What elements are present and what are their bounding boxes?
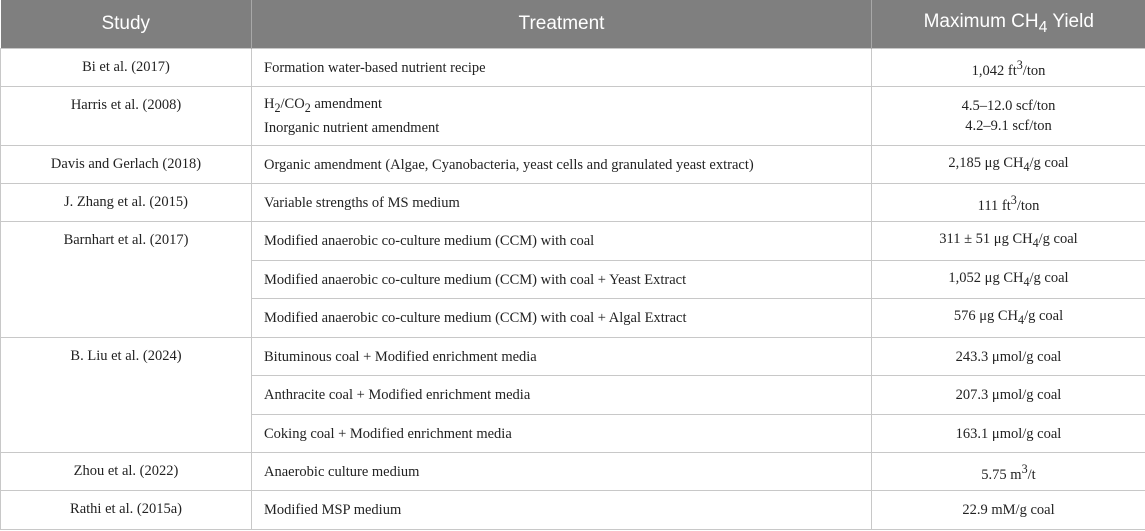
treatment-cell: Modified anaerobic co-culture medium (CCM) with coal + Yeast Extract — [252, 261, 872, 299]
yield-value: 311 ± 51 μg CH — [939, 231, 1033, 248]
header-yield-suffix: Yield — [1047, 11, 1094, 33]
yield-superscript: 3 — [1010, 192, 1017, 207]
yield-value: 1,052 μg CH — [948, 269, 1024, 286]
yield-superscript: 3 — [1021, 461, 1028, 476]
treatment-cell: Coking coal + Modified enrichment media — [252, 415, 872, 453]
yield-subscript: 4 — [1023, 274, 1030, 289]
yield-value: 5.75 m — [981, 466, 1022, 483]
table-row — [1, 491, 1145, 530]
yield-cell — [872, 299, 1145, 338]
treatment-cell: Modified MSP medium — [252, 491, 872, 530]
yield-cell — [872, 222, 1145, 261]
yield-unit: /g coal — [1029, 154, 1069, 171]
treatment-subscript: 2 — [274, 100, 281, 115]
yield-cell — [872, 87, 1145, 146]
study-cell: J. Zhang et al. (2015) — [1, 184, 252, 222]
yield-value: 1,042 ft — [971, 62, 1017, 79]
treatment-cell: Modified anaerobic co-culture medium (CCM) with coal — [252, 222, 872, 261]
treatment-cell: Formation water-based nutrient recipe — [252, 49, 872, 87]
yield-value: 2,185 μg CH — [948, 154, 1024, 171]
treatment-cell: Anaerobic culture medium — [252, 453, 872, 491]
table-row — [1, 453, 1145, 491]
yield-value: 111 ft — [977, 197, 1011, 214]
yield-value: 576 μg CH — [953, 308, 1019, 325]
table-row — [1, 184, 1145, 222]
treatment-text: H — [264, 96, 275, 113]
header-yield-prefix: Maximum CH — [923, 11, 1039, 33]
yield-cell — [872, 453, 1145, 491]
table-row — [1, 87, 1145, 146]
treatment-cell: Anthracite coal + Modified enrichment media — [252, 376, 872, 415]
yield-unit: /g coal — [1029, 269, 1069, 286]
header-treatment: Treatment — [252, 0, 872, 49]
study-cell: Harris et al. (2008) — [1, 87, 252, 146]
yield-subscript: 4 — [1032, 235, 1039, 250]
yield-cell — [872, 261, 1145, 299]
table-row — [1, 146, 1145, 184]
treatment-subscript: 2 — [304, 100, 311, 115]
yield-subscript: 4 — [1018, 312, 1025, 327]
treatment-line — [264, 94, 859, 118]
study-cell: Barnhart et al. (2017) — [1, 222, 252, 338]
yield-cell: 207.3 μmol/g coal — [872, 376, 1145, 415]
yield-cell — [872, 184, 1145, 222]
yield-cell — [872, 49, 1145, 87]
study-cell: Bi et al. (2017) — [1, 49, 252, 87]
yield-unit: /g coal — [1038, 231, 1078, 248]
treatment-cell: Variable strengths of MS medium — [252, 184, 872, 222]
header-study: Study — [1, 0, 252, 49]
yield-line: 4.2–9.1 scf/ton — [965, 118, 1052, 134]
table-row — [1, 338, 1145, 376]
yield-cell: 163.1 μmol/g coal — [872, 415, 1145, 453]
yield-unit: /g coal — [1024, 308, 1064, 325]
study-cell: Davis and Gerlach (2018) — [1, 146, 252, 184]
study-cell: Zhou et al. (2022) — [1, 453, 252, 491]
header-row — [1, 0, 1145, 49]
treatment-cell: Bituminous coal + Modified enrichment media — [252, 338, 872, 376]
treatment-text: amendment — [310, 96, 383, 113]
yield-cell: 243.3 μmol/g coal — [872, 338, 1145, 376]
header-yield-subscript: 4 — [1038, 18, 1048, 36]
yield-cell — [872, 146, 1145, 184]
table-row — [1, 222, 1145, 261]
treatment-cell: Modified anaerobic co-culture medium (CCM) with coal + Algal Extract — [252, 299, 872, 338]
yield-unit: /t — [1027, 466, 1036, 483]
header-max-yield — [872, 0, 1145, 49]
study-cell: B. Liu et al. (2024) — [1, 338, 252, 453]
treatment-line: Inorganic nutrient amendment — [264, 119, 440, 136]
yield-unit: /ton — [1022, 62, 1046, 79]
treatment-cell — [252, 87, 872, 146]
treatment-text: /CO — [280, 96, 305, 113]
study-cell: Rathi et al. (2015a) — [1, 491, 252, 530]
yield-line: 4.5–12.0 scf/ton — [961, 98, 1056, 114]
table-row — [1, 49, 1145, 87]
yield-cell: 22.9 mM/g coal — [872, 491, 1145, 530]
yield-subscript: 4 — [1023, 159, 1030, 174]
yield-unit: /ton — [1016, 197, 1040, 214]
yield-superscript: 3 — [1016, 57, 1023, 72]
treatment-cell: Organic amendment (Algae, Cyanobacteria, yeast cells and granulated yeast extract) — [252, 146, 872, 184]
